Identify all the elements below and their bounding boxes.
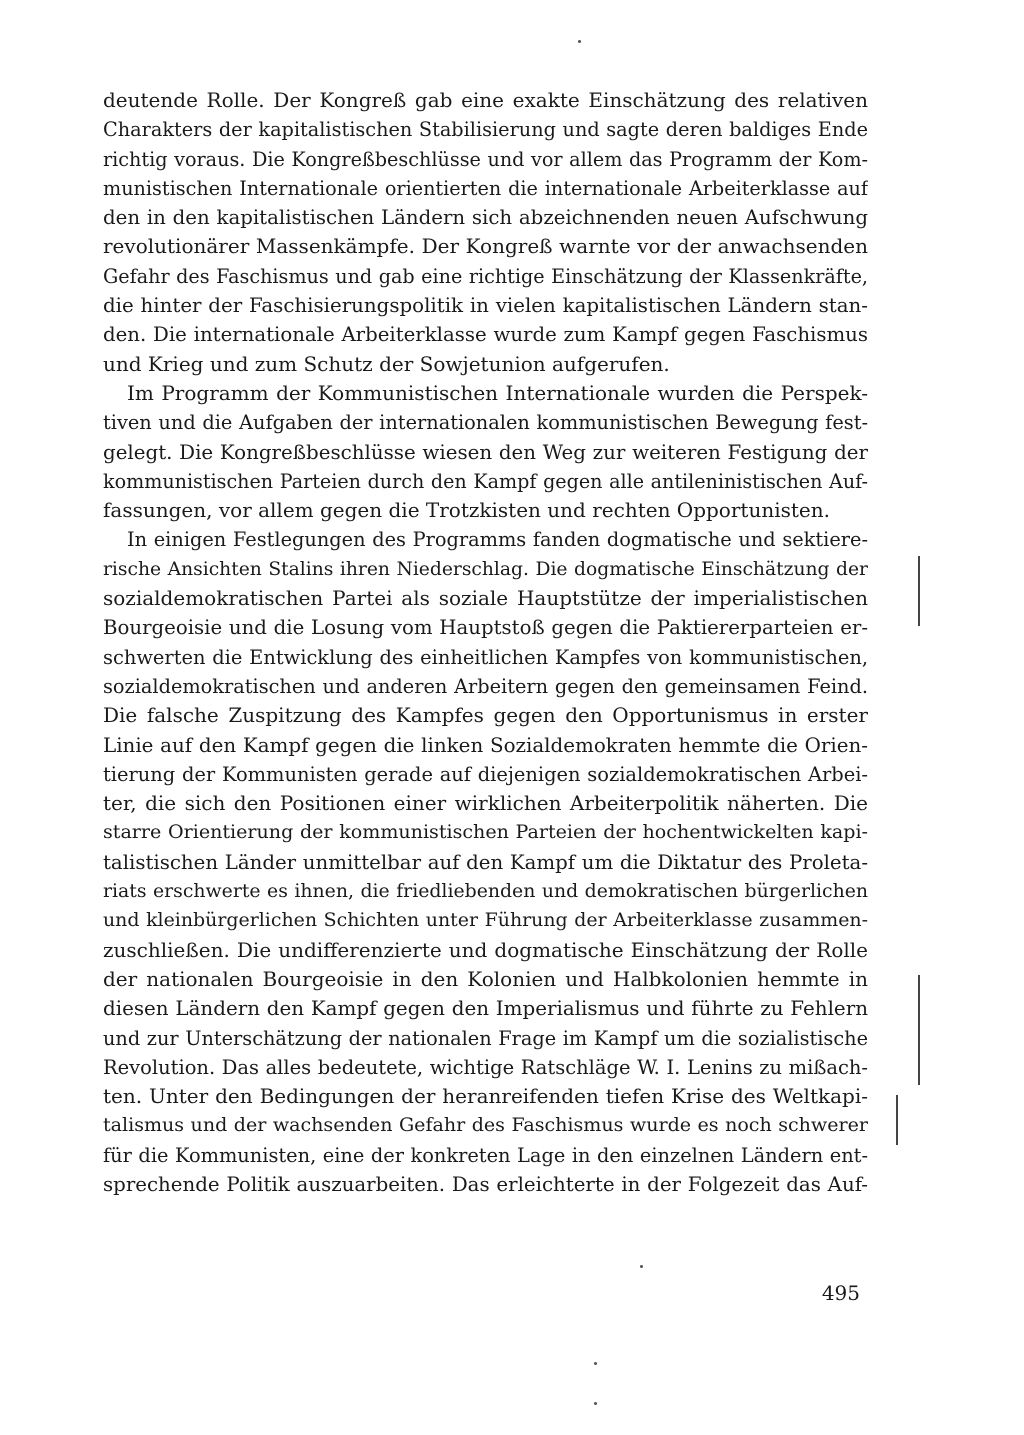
text-line: Linie auf den Kampf gegen die linken Sozialdemokraten hemmte die Orien- <box>103 733 868 757</box>
margin-mark <box>918 975 920 1085</box>
text-line: revolutionärer Massenkämpfe. Der Kongreß warnte vor der anwachsenden <box>103 234 868 259</box>
text-line: Die falsche Zuspitzung des Kampfes gegen den Opportunismus in erster <box>103 703 868 728</box>
text-line: tiven und die Aufgaben der internationalen kommunistischen Bewegung fest- <box>103 411 868 435</box>
body-text <box>103 86 868 1199</box>
text-line: Im Programm der Kommunistischen Internationale wurden die Perspek- <box>127 380 868 405</box>
text-line: den in den kapitalistischen Ländern sich abzeichnenden neuen Aufschwung <box>103 206 868 230</box>
speck <box>594 1362 597 1365</box>
text-line: munistischen Internationale orientierten die internationale Arbeiterklasse auf <box>103 176 868 200</box>
page-number: 495 <box>821 1281 860 1305</box>
text-line: sozialdemokratischen und anderen Arbeitern gegen den gemeinsamen Feind. <box>103 674 868 698</box>
text-line: die hinter der Faschisierungspolitik in vielen kapitalistischen Ländern stan- <box>103 294 868 318</box>
text-line: fassungen, vor allem gegen die Trotzkisten und rechten Opportunisten. <box>103 498 830 523</box>
text-line: der nationalen Bourgeoisie in den Kolonien und Halbkolonien hemmte in <box>103 966 868 991</box>
speck <box>578 40 581 43</box>
text-line: und Krieg und zum Schutz der Sowjetunion aufgerufen. <box>103 351 670 376</box>
text-line: diesen Ländern den Kampf gegen den Imperialismus und führte zu Fehlern <box>103 997 868 1021</box>
text-line: Charakters der kapitalistischen Stabilisierung und sagte deren baldiges Ende <box>103 118 868 142</box>
text-line: In einigen Festlegungen des Programms fanden dogmatische und sektiere- <box>127 528 868 552</box>
text-line: schwerten die Entwicklung des einheitlichen Kampfes von kommunistischen, <box>103 645 868 669</box>
paragraph <box>103 86 868 379</box>
text-line: zuschließen. Die undifferenzierte und dogmatische Einschätzung der Rolle <box>103 937 868 962</box>
text-line: starre Orientierung der kommunistischen Parteien der hochentwickelten kapi- <box>103 821 868 844</box>
text-line: für die Kommunisten, eine der konkreten Lage in den einzelnen Ländern ent- <box>103 1143 868 1167</box>
text-line: Gefahr des Faschismus und gab eine richtige Einschätzung der Klassenkräfte, <box>103 264 868 288</box>
text-line: talistischen Länder unmittelbar auf den Kampf um die Diktatur des Proleta- <box>103 850 868 874</box>
margin-mark <box>896 1095 898 1145</box>
text-line: sozialdemokratischen Partei als soziale Hauptstütze der imperialistischen <box>103 586 868 611</box>
text-line: den. Die internationale Arbeiterklasse wurde zum Kampf gegen Faschismus <box>103 323 868 347</box>
text-line: tierung der Kommunisten gerade auf diejenigen sozialdemokratischen Arbei- <box>103 762 868 786</box>
speck <box>594 1402 597 1405</box>
paragraph <box>103 525 868 1199</box>
text-line: und zur Unterschätzung der nationalen Frage im Kampf um die sozialistische <box>103 1026 868 1050</box>
text-line: ter, die sich den Positionen einer wirklichen Arbeiterpolitik näherten. Die <box>103 791 868 816</box>
text-line: sprechende Politik auszuarbeiten. Das erleichterte in der Folgezeit das Auf- <box>103 1172 868 1196</box>
text-line: deutende Rolle. Der Kongreß gab eine exakte Einschätzung des relativen <box>103 88 868 112</box>
text-line: Bourgeoisie und die Losung vom Hauptstoß gegen die Paktiererparteien er- <box>103 616 868 640</box>
text-line: Revolution. Das alles bedeutete, wichtige Ratschläge W. I. Lenins zu mißach- <box>103 1055 868 1079</box>
text-line: gelegt. Die Kongreßbeschlüsse wiesen den Weg zur weiteren Festigung der <box>103 440 868 464</box>
speck <box>640 1265 643 1268</box>
text-line: ten. Unter den Bedingungen der heranreifenden tiefen Krise des Weltkapi- <box>103 1084 868 1109</box>
text-line: kommunistischen Parteien durch den Kampf gegen alle antileninistischen Auf- <box>103 469 868 493</box>
margin-mark <box>918 556 920 626</box>
text-line: und kleinbürgerlichen Schichten unter Führung der Arbeiterklasse zusammen- <box>103 909 868 932</box>
text-line: talismus und der wachsenden Gefahr des Faschismus wurde es noch schwerer <box>103 1114 868 1137</box>
paragraph <box>103 379 868 525</box>
text-line: riats erschwerte es ihnen, die friedliebenden und demokratischen bürgerlichen <box>103 881 868 903</box>
text-line: rische Ansichten Stalins ihren Niederschlag. Die dogmatische Einschätzung der <box>103 558 868 580</box>
text-line: richtig voraus. Die Kongreßbeschlüsse und vor allem das Programm der Kom- <box>103 147 868 171</box>
